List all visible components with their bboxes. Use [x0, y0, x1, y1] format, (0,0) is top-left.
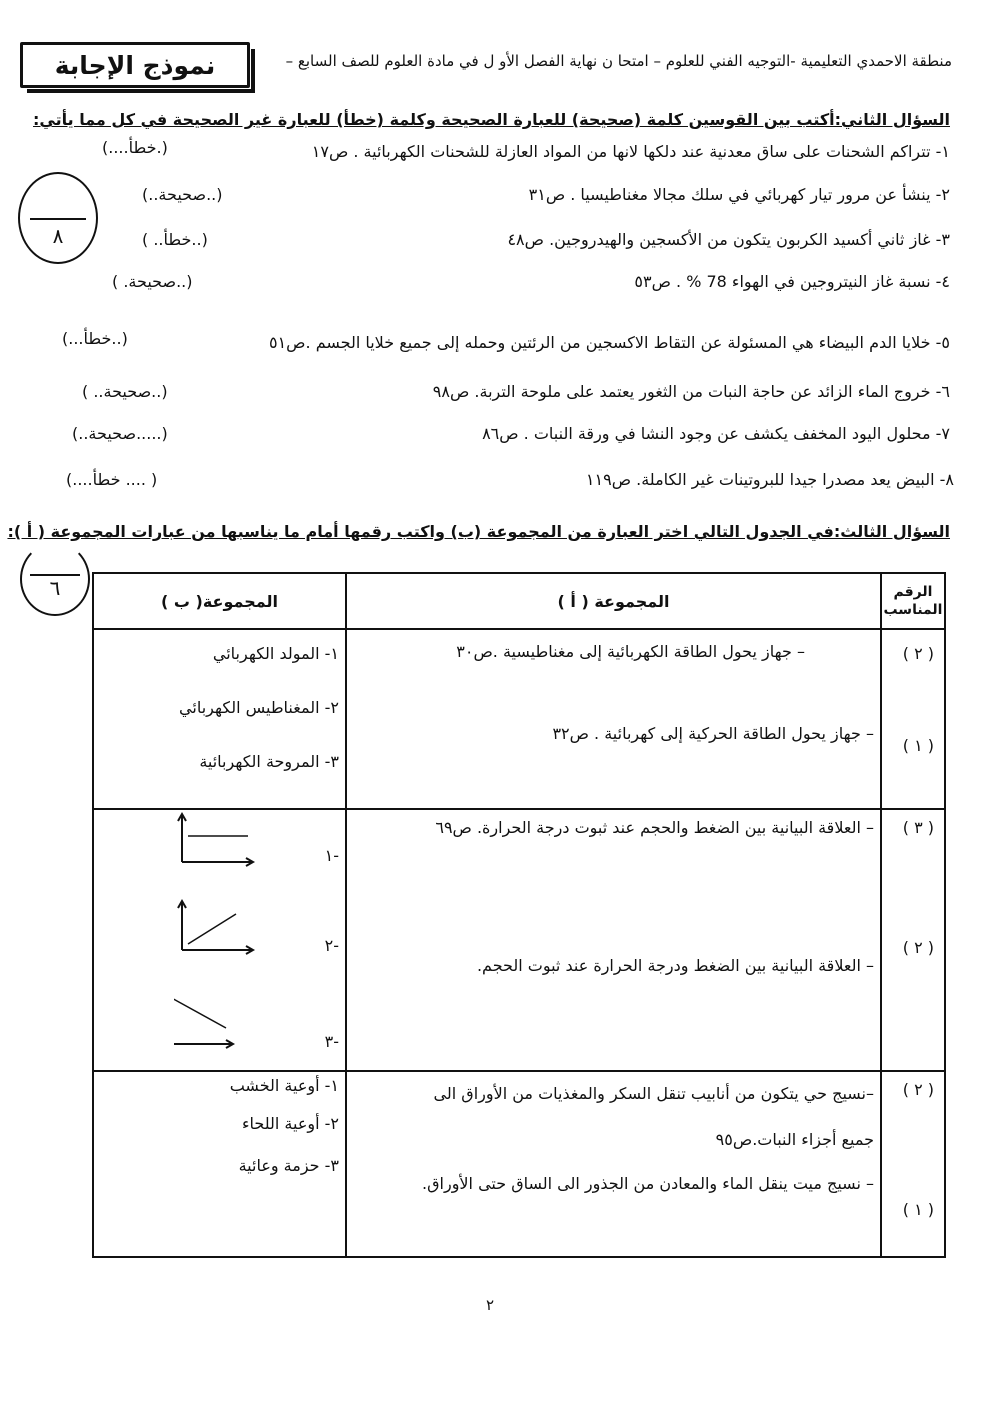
q2-answer-8: ( .... خطأ....) — [66, 470, 158, 489]
pressure-graphs — [174, 810, 274, 1070]
group-a-statement: –نسيج حي يتكون من أنابيب تنقل السكر والمغذيات من الأوراق الى — [433, 1084, 874, 1103]
number-cell — [881, 809, 945, 1071]
question-3-score-circle — [20, 542, 90, 616]
q2-answer-1: (.خطأ....) — [102, 138, 168, 157]
q2-answer-2: (..صحيحة..) — [142, 185, 223, 204]
page-number: ٢ — [486, 1296, 495, 1314]
group-a-statement: جميع أجزاء النبات.ص٩٥ — [715, 1130, 874, 1149]
q2-answer-6: (..صحيحة.. ) — [82, 382, 168, 401]
number-cell — [881, 629, 945, 809]
table-header-row — [93, 573, 945, 629]
graph-increasing-line — [178, 901, 253, 954]
header-number: الرقم المناسب — [881, 573, 945, 629]
answer-number: ( ١ ) — [902, 736, 934, 755]
group-b-option: ١- المولد الكهربائي — [212, 644, 339, 663]
graph-option-label: -١ — [324, 846, 339, 865]
q2-item-4: ٤- نسبة غاز النيتروجين في الهواء 78 % . ص٥٣ — [634, 272, 950, 291]
group-b-cell — [93, 1071, 346, 1257]
group-a-cell — [346, 629, 881, 809]
group-a-statement: – نسيج ميت ينقل الماء والمعادن من الجذور الى الساق حتى الأوراق. — [422, 1174, 874, 1193]
group-b-option: ٣- المروحة الكهربائية — [199, 752, 339, 771]
q2-answer-7: (.....صحيحة..) — [72, 424, 168, 443]
score-divider — [30, 218, 86, 220]
table-row — [93, 629, 945, 809]
q2-item-2: ٢- ينشأ عن مرور تيار كهربائي في سلك مجالا مغناطيسيا . ص٣١ — [528, 185, 950, 204]
table-row — [93, 809, 945, 1071]
answer-key-title: نموذج الإجابة — [20, 42, 250, 88]
header-group-a: المجموعة ( أ ) — [346, 573, 881, 629]
question-2-title: السؤال الثاني:أكتب بين القوسين كلمة (صحيحة) للعبارة الصحيحة وكلمة (خطأ) للعبارة غير الصحيحة في كل مما يأتي: — [33, 110, 950, 129]
group-b-cell — [93, 809, 346, 1071]
group-a-statement: – جهاز يحول الطاقة الكهربائية إلى مغناطيسية .ص٣٠ — [456, 642, 805, 661]
question-3-title: السؤال الثالث:في الجدول التالي اختر العبارة من المجموعة (ب) واكتب رقمها أمام ما يناسبها من عبارات المجموعة ( أ ): — [7, 522, 950, 541]
answer-number: ( ١ ) — [902, 1200, 934, 1219]
group-a-cell — [346, 809, 881, 1071]
matching-table — [92, 572, 946, 1258]
q2-answer-3: (..خطأ.. ) — [142, 230, 208, 249]
group-b-option: ٢- المغناطيس الكهربائي — [179, 698, 339, 717]
q2-item-8: ٨- البيض يعد مصدرا جيدا للبروتينات غير الكاملة. ص١١٩ — [585, 470, 954, 489]
header-group-b: المجموعة( ب ) — [93, 573, 346, 629]
graph-constant-line — [178, 814, 253, 866]
group-b-option: ٣- حزمة وعائية — [238, 1156, 339, 1175]
group-a-statement: – جهاز يحول الطاقة الحركية إلى كهربائية . ص٣٢ — [552, 724, 874, 743]
answer-number: ( ٢ ) — [902, 644, 934, 663]
q2-item-6: ٦- خروج الماء الزائد عن حاجة النبات من الثغور يعتمد على ملوحة التربة. ص٩٨ — [432, 382, 950, 401]
number-cell — [881, 1071, 945, 1257]
table-row — [93, 1071, 945, 1257]
q2-item-5: ٥- خلايا الدم البيضاء هي المسئولة عن التقاط الاكسجين من الرئتين وحمله إلى جميع خلايا الجسم .ص٥١ — [268, 333, 950, 352]
group-a-statement: – العلاقة البيانية بين الضغط والحجم عند ثبوت درجة الحرارة. ص٦٩ — [435, 818, 874, 837]
group-a-statement: – العلاقة البيانية بين الضغط ودرجة الحرارة عند ثبوت الحجم. — [476, 956, 874, 975]
q2-item-7: ٧- محلول اليود المخفف يكشف عن وجود النشا في ورقة النبات . ص٨٦ — [482, 424, 950, 443]
answer-number: ( ٢ ) — [902, 1080, 934, 1099]
group-b-cell — [93, 629, 346, 809]
q2-item-3: ٣- غاز ثاني أكسيد الكربون يتكون من الأكسجين والهيدروجين. ص٤٨ — [507, 230, 950, 249]
q2-answer-5: (..خطأ...) — [62, 329, 128, 348]
answer-number: ( ٣ ) — [902, 818, 934, 837]
question-2-score-circle — [18, 172, 98, 264]
q2-item-1: ١- تتراكم الشحنات على ساق معدنية عند دلكها لانها من المواد العازلة للشحنات الكهربائية . ص١٧ — [311, 142, 950, 161]
graph-decreasing-line — [174, 987, 233, 1048]
q2-answer-4: (..صحيحة. ) — [112, 272, 193, 291]
answer-number: ( ٢ ) — [902, 938, 934, 957]
group-b-option: ١- أوعية الخشب — [229, 1076, 339, 1095]
question-3-score: ٦ — [49, 576, 61, 600]
graph-option-label: -٢ — [324, 936, 339, 955]
exam-header: منطقة الاحمدي التعليمية -التوجيه الفني للعلوم – امتحا ن نهاية الفصل الأو ل في مادة العلوم للصف السابع – — [285, 52, 952, 70]
group-a-cell — [346, 1071, 881, 1257]
question-2-score: ٨ — [52, 224, 64, 248]
group-b-option: ٢- أوعية اللحاء — [241, 1114, 339, 1133]
graph-option-label: -٣ — [324, 1032, 339, 1051]
